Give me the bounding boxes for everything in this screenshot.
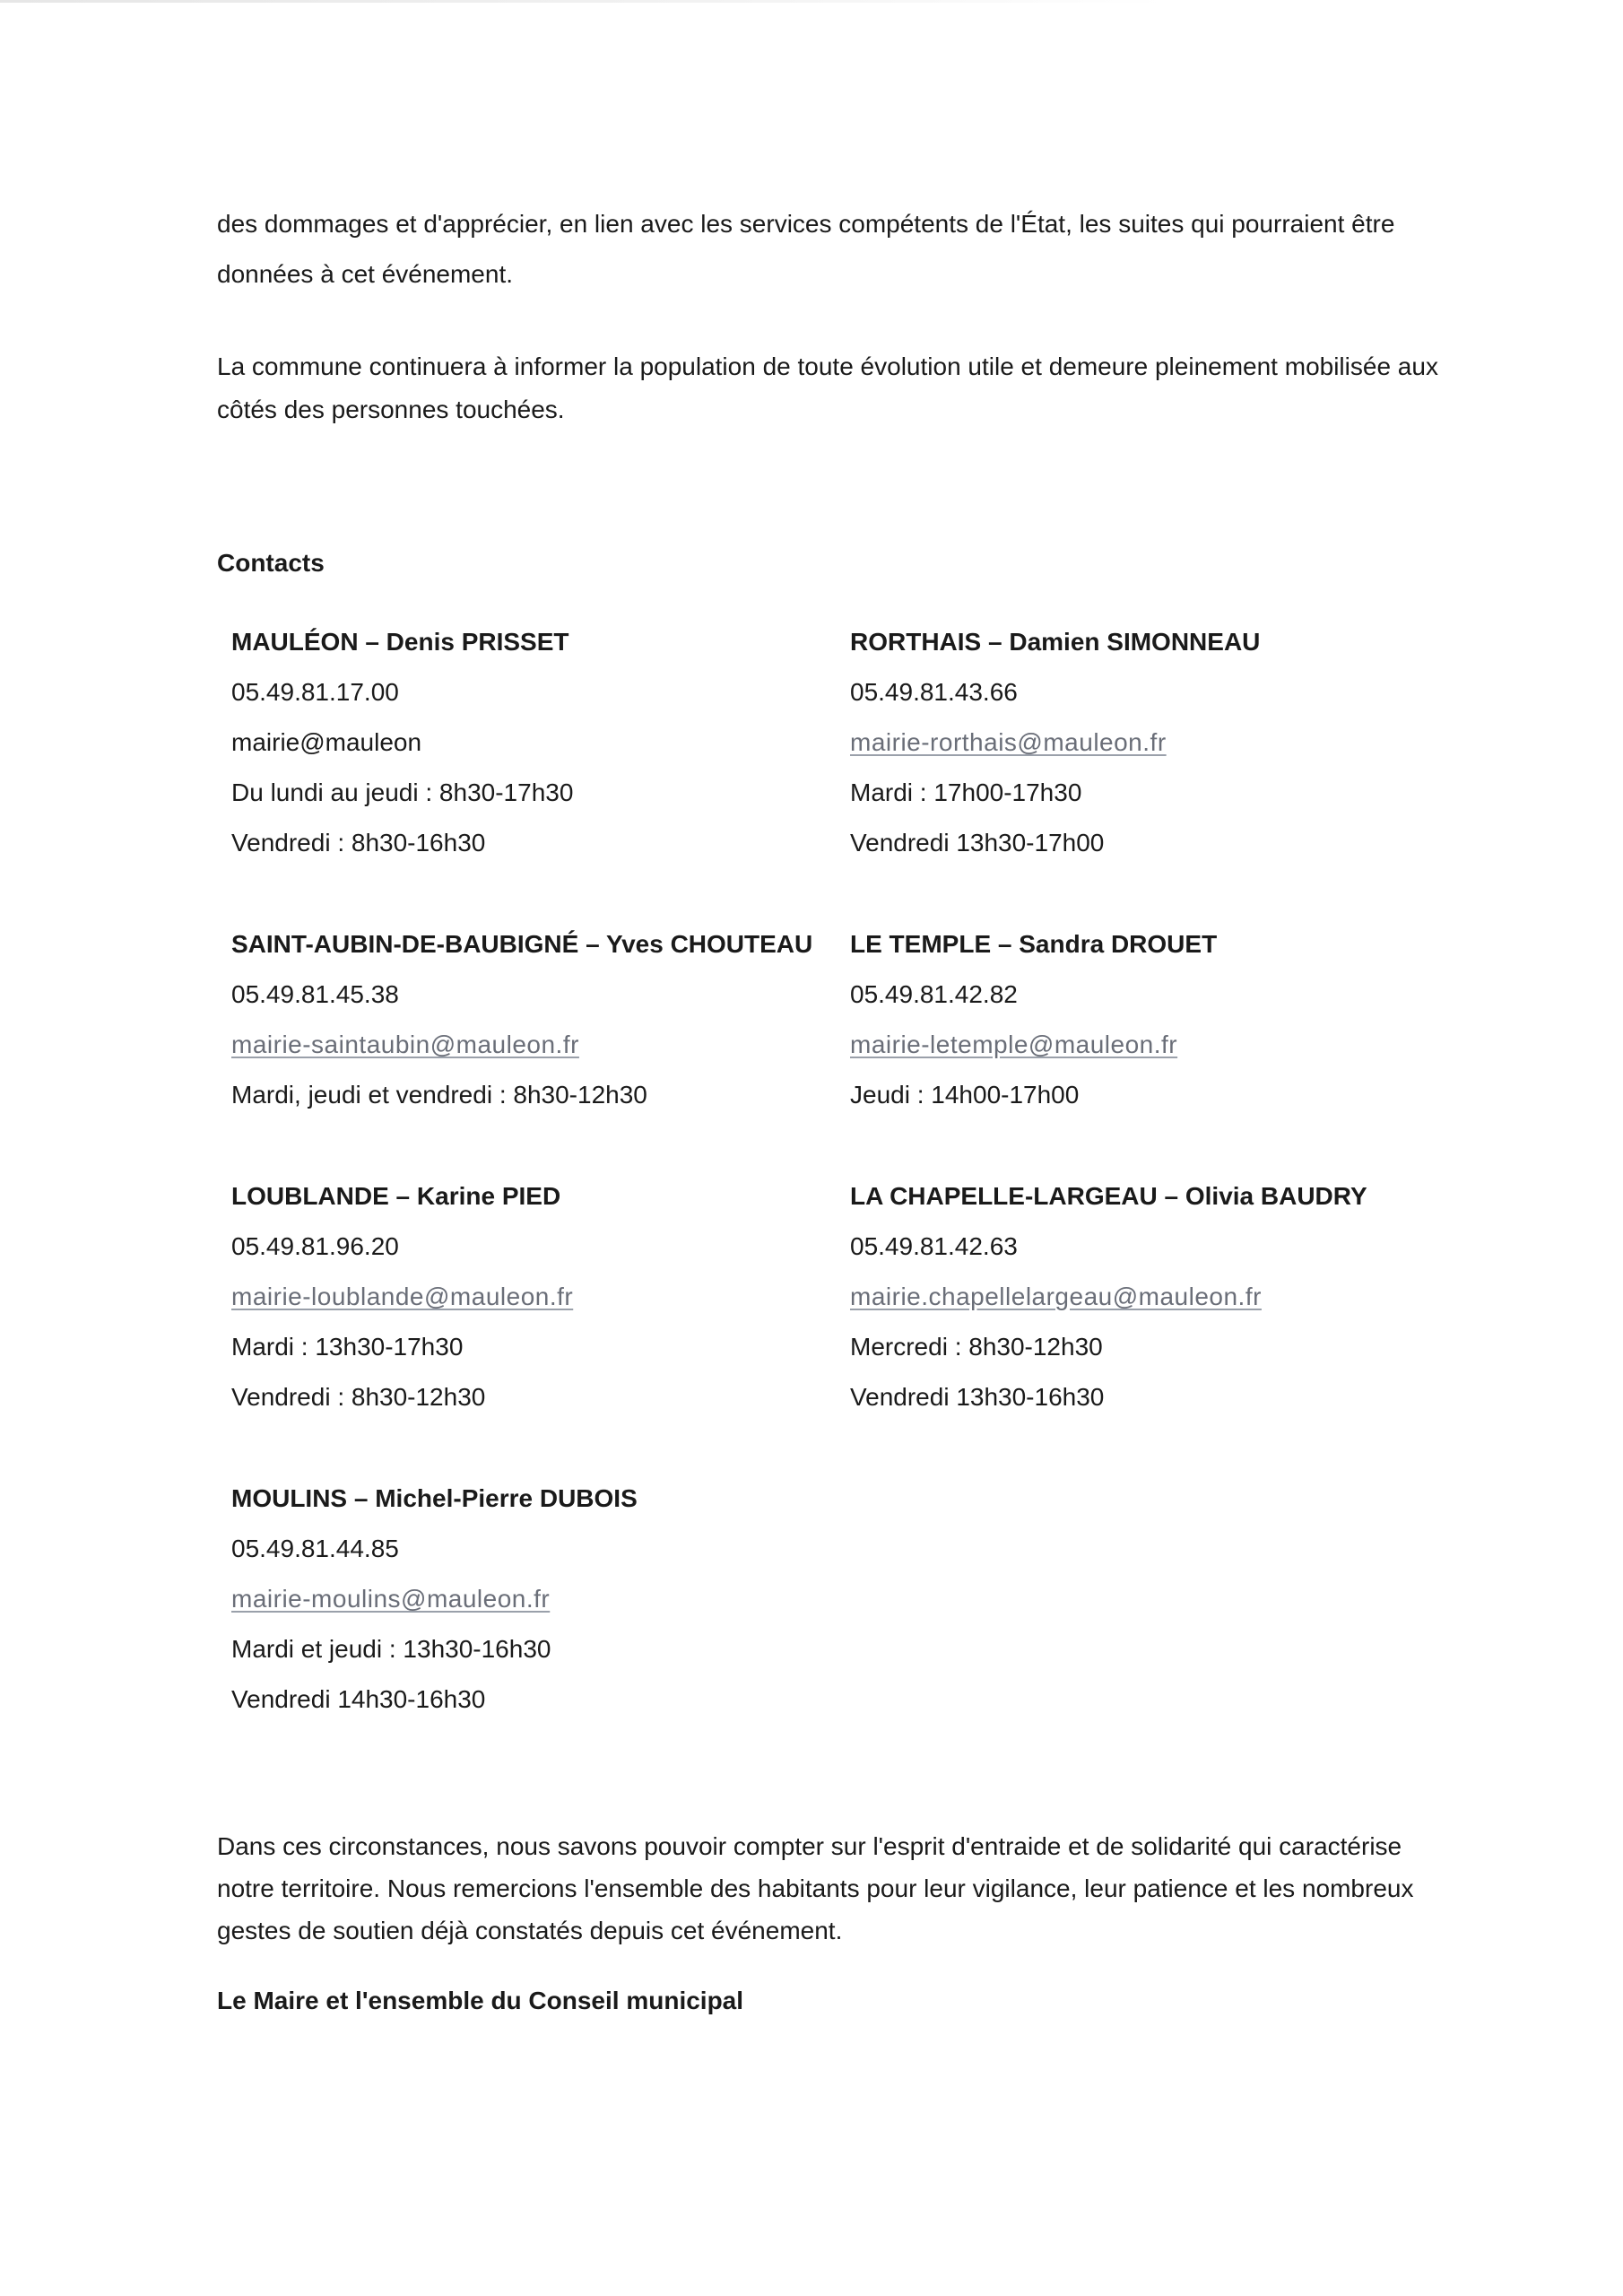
contact-hours: Vendredi 13h30-16h30 — [850, 1383, 1105, 1411]
contact-phone: 05.49.81.96.20 — [231, 1232, 399, 1260]
page-top-rule — [0, 0, 1166, 3]
contact-hours: Mardi : 17h00-17h30 — [850, 778, 1082, 806]
intro-follow-up-paragraph: La commune continuera à informer la population de toute évolution utile et demeure pleinement mobilisée aux côtés des personnes touchées. — [217, 352, 1438, 423]
contact-email-link[interactable]: mairie.chapellelargeau@mauleon.fr — [850, 1283, 1262, 1310]
contact-card-saint-aubin-de-baubigne — [231, 919, 813, 1120]
contact-phone: 05.49.81.43.66 — [850, 678, 1018, 706]
contact-name: LOUBLANDE – Karine PIED — [231, 1182, 561, 1210]
contact-hours: Jeudi : 14h00-17h00 — [850, 1081, 1080, 1109]
contact-hours: Mardi et jeudi : 13h30-16h30 — [231, 1635, 551, 1663]
contact-hours: Vendredi 13h30-17h00 — [850, 829, 1105, 857]
contact-hours: Mercredi : 8h30-12h30 — [850, 1333, 1103, 1361]
contact-hours: Mardi : 13h30-17h30 — [231, 1333, 464, 1361]
contact-card-rorthais — [850, 617, 1424, 868]
signature: Le Maire et l'ensemble du Conseil municipal — [217, 1987, 744, 2014]
intro-continuation-paragraph: des dommages et d'apprécier, en lien avec les services compétents de l'État, les suites qui pourraient être données à cet événement. — [217, 210, 1395, 288]
contact-card-le-temple — [850, 919, 1424, 1120]
contact-card-moulins — [231, 1474, 805, 1725]
contact-email: mairie@mauleon — [231, 728, 422, 756]
contact-card-loublande — [231, 1171, 805, 1422]
contact-hours: Mardi, jeudi et vendredi : 8h30-12h30 — [231, 1081, 647, 1109]
contact-phone: 05.49.81.44.85 — [231, 1535, 399, 1562]
closing-paragraph: Dans ces circonstances, nous savons pouvoir compter sur l'esprit d'entraide et de solidarité qui caractérise notre territoire. Nous remercions l'ensemble des habitants pour leur vigilance, leur patience et les nombreux gestes de soutien déjà constatés depuis cet événement. — [217, 1832, 1414, 1944]
contact-email-link[interactable]: mairie-moulins@mauleon.fr — [231, 1585, 551, 1613]
contact-card-mauleon — [231, 617, 805, 868]
contact-name: LA CHAPELLE-LARGEAU – Olivia BAUDRY — [850, 1182, 1367, 1210]
contact-phone: 05.49.81.42.63 — [850, 1232, 1018, 1260]
contact-name: MOULINS – Michel-Pierre DUBOIS — [231, 1484, 638, 1512]
contact-email-link[interactable]: mairie-rorthais@mauleon.fr — [850, 728, 1167, 756]
contact-name: MAULÉON – Denis PRISSET — [231, 628, 569, 656]
contact-email-link[interactable]: mairie-saintaubin@mauleon.fr — [231, 1031, 579, 1058]
contact-hours: Du lundi au jeudi : 8h30-17h30 — [231, 778, 574, 806]
contact-hours: Vendredi 14h30-16h30 — [231, 1685, 486, 1713]
contact-hours: Vendredi : 8h30-12h30 — [231, 1383, 486, 1411]
contact-name: LE TEMPLE – Sandra DROUET — [850, 930, 1218, 958]
contact-phone: 05.49.81.17.00 — [231, 678, 399, 706]
contact-email-link[interactable]: mairie-loublande@mauleon.fr — [231, 1283, 574, 1310]
contact-phone: 05.49.81.45.38 — [231, 980, 399, 1008]
contact-name: RORTHAIS – Damien SIMONNEAU — [850, 628, 1261, 656]
contact-card-la-chapelle-largeau — [850, 1171, 1424, 1422]
contact-hours: Vendredi : 8h30-16h30 — [231, 829, 486, 857]
contact-phone: 05.49.81.42.82 — [850, 980, 1018, 1008]
contact-name: SAINT-AUBIN-DE-BAUBIGNÉ – Yves CHOUTEAU — [231, 930, 813, 958]
contacts-heading: Contacts — [217, 549, 325, 577]
contact-email-link[interactable]: mairie-letemple@mauleon.fr — [850, 1031, 1178, 1058]
